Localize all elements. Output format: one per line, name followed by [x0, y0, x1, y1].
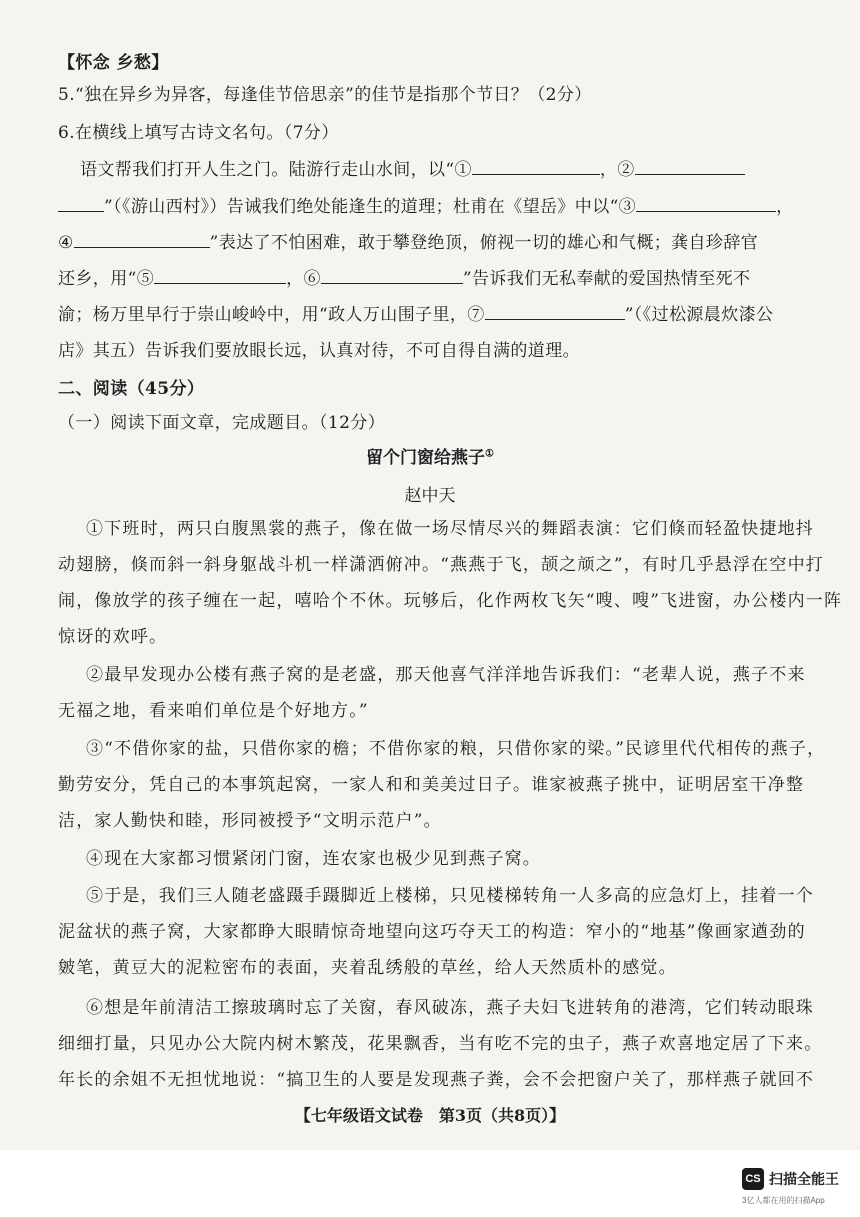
- article-author: 赵中天: [404, 486, 456, 506]
- article-line: 无福之地，看来咱们单位是个好地方。”: [58, 701, 369, 721]
- q6-text: 渝；杨万里早行于崇山峻岭中，用“政人万山围子里，⑦: [58, 305, 485, 325]
- answer-blank-6[interactable]: [321, 269, 463, 284]
- q6-line-1: [80, 155, 745, 180]
- page-footer: 【七年级语文试卷 第3页（共8页）】: [294, 1106, 566, 1125]
- article-title-text: 留个门窗给燕子: [366, 448, 486, 468]
- article-line: 年长的余姐不无担忧地说：“搞卫生的人要是发现燕子粪，会不会把窗户关了，那样燕子就回不: [58, 1070, 815, 1090]
- subsection-1-heading: （一）阅读下面文章，完成题目。（12分）: [58, 413, 386, 433]
- scanner-name: 扫描全能王: [769, 1171, 839, 1187]
- q6-text: ”表达了不怕困难，敢于攀登绝顶，俯视一切的雄心和气概；龚自珍辞官: [209, 233, 759, 253]
- answer-blank-3[interactable]: [636, 197, 776, 212]
- answer-blank-2-cont[interactable]: [58, 197, 104, 212]
- article-line: 洁，家人勤快和睦，形同被授予“文明示范户”。: [58, 811, 442, 831]
- q6-line-5: [58, 300, 773, 325]
- q6-text: ，⑥: [286, 269, 321, 289]
- q6-text: ④: [58, 233, 74, 253]
- q6-text: ，②: [599, 160, 635, 180]
- answer-blank-4[interactable]: [74, 233, 210, 248]
- scanner-watermark: [742, 1168, 839, 1190]
- q6-line-2: [58, 192, 794, 217]
- answer-blank-5[interactable]: [154, 269, 286, 284]
- scanner-tagline: 3亿人都在用的扫描App: [742, 1196, 825, 1205]
- article-line: ③“不借你家的盐，只借你家的檐；不借你家的粮，只借你家的梁。”民谚里代代相传的燕子，: [86, 739, 826, 759]
- q6-line-4: [58, 264, 750, 289]
- article-line: 闹，像放学的孩子缠在一起，嘻哈个不休。玩够后，化作两枚飞矢“嗖、嗖”飞进窗，办公楼内一阵: [58, 591, 843, 611]
- article-line: 细细打量，只见办公大院内树木繁茂，花果飘香，当有吃不完的虫子，燕子欢喜地定居了下来。: [58, 1034, 823, 1054]
- q6-text: 还乡，用“⑤: [58, 269, 155, 289]
- article-line: 勤劳安分，凭自己的本事筑起窝，一家人和和美美过日子。谁家被燕子挑中，证明居室干净整: [58, 775, 805, 795]
- question-5: 5.“独在异乡为异客，每逢佳节倍思亲”的佳节是指那个节日？（2分）: [58, 85, 592, 105]
- q6-line-3: [58, 228, 758, 253]
- article-line: 惊讶的欢呼。: [58, 627, 168, 647]
- question-6: 6.在横线上填写古诗文名句。（7分）: [58, 123, 339, 143]
- q6-text: ”（《过松源晨炊漆公: [624, 305, 774, 325]
- q6-line-6: 店》其五）告诉我们要放眼长远，认真对待，不可自得自满的道理。: [58, 341, 580, 361]
- q6-text: 语文帮我们打开人生之门。陆游行走山水间，以“①: [80, 160, 472, 180]
- article-line: ⑤于是，我们三人随老盛蹑手蹑脚近上楼梯，只见楼梯转角一人多高的应急灯上，挂着一个: [86, 886, 814, 906]
- footnote-marker: ①: [485, 448, 494, 460]
- article-line: ②最早发现办公楼有燕子窝的是老盛，那天他喜气洋洋地告诉我们：“老辈人说，燕子不来: [86, 665, 806, 685]
- article-line: ⑥想是年前清洁工擦玻璃时忘了关窗，春风破冻，燕子夫妇飞进转角的港湾，它们转动眼珠: [86, 998, 814, 1018]
- q6-text: ，: [776, 197, 794, 217]
- article-line: ①下班时，两只白腹黑裳的燕子，像在做一场尽情尽兴的舞蹈表演：它们倏而轻盈快捷地抖: [86, 519, 814, 539]
- article-line: 泥盆状的燕子窝，大家都睁大眼睛惊奇地望向这巧夺天工的构造：窄小的“地基”像画家遒劲的: [58, 922, 806, 942]
- answer-blank-2[interactable]: [635, 160, 745, 175]
- camscanner-logo-icon: CS: [742, 1168, 764, 1190]
- answer-blank-7[interactable]: [485, 305, 625, 320]
- article-line: 皴笔，黄豆大的泥粒密布的表面，夹着乱绣般的草丝，给人天然质朴的感觉。: [58, 958, 677, 978]
- section-2-heading: 二、阅读（45分）: [58, 379, 205, 399]
- answer-blank-1[interactable]: [472, 160, 600, 175]
- article-line: 动翅膀，倏而斜一斜身躯战斗机一样潇洒俯冲。“燕燕于飞，颉之颃之”，有时几乎悬浮在空中打: [58, 555, 824, 575]
- article-title: [0, 443, 860, 468]
- header-tag: 【怀念 乡愁】: [58, 53, 169, 73]
- q6-text: ”（《游山西村》）告诫我们绝处能逢生的道理；杜甫在《望岳》中以“③: [104, 197, 637, 217]
- article-line: ④现在大家都习惯紧闭门窗，连农家也极少见到燕子窝。: [86, 849, 541, 869]
- q6-text: ”告诉我们无私奉献的爱国热情至死不: [462, 269, 751, 289]
